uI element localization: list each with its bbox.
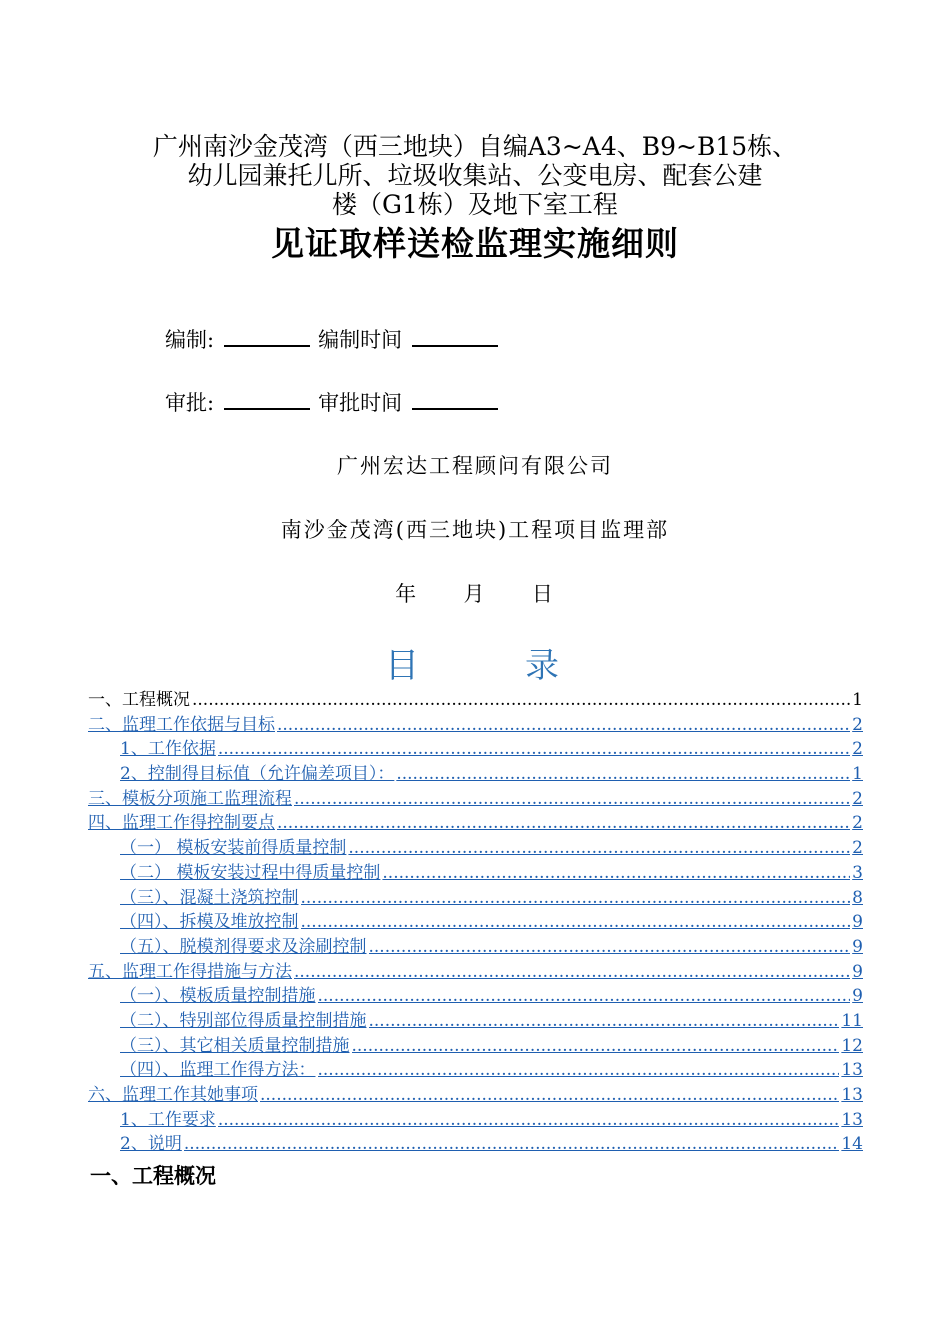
toc-entry-leader [218, 1108, 840, 1133]
toc-entry-label: （一） 模板安装前得质量控制 [120, 838, 347, 859]
toc-entry[interactable] [88, 1132, 863, 1157]
toc-entry-page: 13 [841, 1109, 863, 1130]
company-name: 广州宏达工程顾问有限公司 [337, 454, 613, 478]
toc-entry-page: 13 [841, 1085, 863, 1105]
toc-entry-leader [369, 1009, 840, 1034]
toc-entry[interactable] [88, 935, 863, 960]
toc-entry-page: 2 [852, 714, 863, 735]
approve-label: 审批: [165, 391, 215, 415]
toc-entry[interactable] [88, 861, 863, 886]
approve-row [165, 386, 506, 417]
compile-label: 编制: [165, 328, 215, 352]
toc-entry[interactable] [88, 1083, 863, 1108]
toc-entry[interactable] [88, 886, 863, 911]
table-of-contents [88, 688, 863, 1157]
toc-entry-leader [318, 1058, 840, 1083]
toc-entry-leader [260, 1083, 839, 1108]
toc-entry-label: （三）、混凝土浇筑控制 [120, 887, 299, 908]
date-year: 年 [395, 582, 419, 606]
project-title-line-3: 楼（G1栋）及地下室工程 [332, 190, 618, 219]
toc-entry[interactable] [88, 713, 863, 738]
date-day: 日 [531, 582, 555, 606]
toc-entry-leader [218, 737, 850, 762]
toc-entry-leader [301, 886, 851, 911]
toc-entry[interactable] [88, 1108, 863, 1133]
toc-entry-page: 1 [852, 690, 863, 710]
toc-entry-label: 2、说明 [120, 1134, 182, 1155]
toc-entry-label: 六、监理工作其她事项 [88, 1085, 258, 1105]
compile-time-label: 编制时间 [318, 328, 403, 352]
toc-entry-page: 2 [852, 813, 863, 834]
toc-entry-label: （三）、其它相关质量控制措施 [120, 1035, 350, 1056]
toc-entry-page: 9 [852, 961, 863, 982]
toc-entry-label: 四、监理工作得控制要点 [88, 813, 275, 834]
approve-time-label: 审批时间 [318, 391, 403, 415]
date-month: 月 [463, 582, 487, 606]
toc-entry-label: （四）、监理工作得方法： [120, 1060, 316, 1081]
toc-entry[interactable] [88, 737, 863, 762]
toc-entry[interactable] [88, 811, 863, 836]
approve-blank [224, 386, 310, 410]
toc-title [0, 638, 950, 687]
toc-entry-page: 11 [841, 1010, 863, 1031]
toc-entry-page: 9 [852, 986, 863, 1007]
toc-entry-page: 3 [852, 862, 863, 883]
project-title-line-2: 幼儿园兼托儿所、垃圾收集站、公变电房、配套公建 [187, 161, 763, 190]
project-title [0, 132, 950, 219]
toc-entry[interactable] [88, 1034, 863, 1059]
toc-entry[interactable] [88, 762, 863, 787]
toc-entry-page: 2 [852, 838, 863, 859]
toc-entry-leader [277, 713, 850, 738]
project-title-line-1: 广州南沙金茂湾（西三地块）自编A3~A4、B9~B15栋、 [152, 132, 798, 161]
document-title: 见证取样送检监理实施细则 [271, 224, 679, 263]
toc-entry[interactable] [88, 910, 863, 935]
toc-entry-label: 1、工作依据 [120, 739, 216, 760]
toc-entry-label: 五、监理工作得措施与方法 [88, 961, 292, 982]
toc-entry-leader [369, 935, 851, 960]
toc-entry-leader [277, 811, 850, 836]
toc-entry-label: 2、控制得目标值（允许偏差项目）： [120, 764, 395, 785]
toc-title-right: 录 [525, 646, 565, 686]
toc-entry-leader [301, 910, 851, 935]
toc-entry[interactable] [88, 1058, 863, 1083]
toc-entry-leader [318, 984, 851, 1009]
toc-entry-label: 三、模板分项施工监理流程 [88, 788, 292, 809]
toc-entry-page: 1 [852, 764, 863, 785]
section-heading: 一、工程概况 [90, 1164, 216, 1188]
toc-entry-page: 9 [852, 936, 863, 957]
toc-entry-page: 2 [852, 788, 863, 809]
toc-entry-label: （一）、模板质量控制措施 [120, 986, 316, 1007]
toc-entry-label: （二）、特别部位得质量控制措施 [120, 1010, 367, 1031]
toc-entry-leader [382, 861, 850, 886]
toc-entry-label: 1、工作要求 [120, 1109, 216, 1130]
toc-entry-label: （五）、脱模剂得要求及涂刷控制 [120, 936, 367, 957]
toc-entry-label: 二、监理工作依据与目标 [88, 714, 275, 735]
toc-entry [88, 688, 863, 713]
toc-entry-leader [192, 688, 850, 713]
department-name: 南沙金茂湾(西三地块)工程项目监理部 [280, 518, 670, 542]
toc-entry-leader [348, 836, 850, 861]
compile-row [165, 323, 506, 354]
toc-entry[interactable] [88, 960, 863, 985]
toc-entry-label: 一、工程概况 [88, 690, 190, 710]
toc-entry[interactable] [88, 836, 863, 861]
toc-entry[interactable] [88, 787, 863, 812]
toc-entry-leader [396, 762, 850, 787]
toc-entry[interactable] [88, 1009, 863, 1034]
toc-entry[interactable] [88, 984, 863, 1009]
toc-entry-page: 9 [852, 912, 863, 933]
toc-entry-page: 8 [852, 887, 863, 908]
toc-title-left: 目 [385, 646, 425, 686]
toc-entry-page: 14 [841, 1134, 863, 1155]
toc-entry-page: 2 [852, 739, 863, 760]
compile-time-blank [412, 323, 498, 347]
compile-blank [224, 323, 310, 347]
date-line [0, 578, 950, 608]
toc-entry-leader [184, 1132, 840, 1157]
approve-time-blank [412, 386, 498, 410]
toc-entry-leader [352, 1034, 840, 1059]
toc-entry-label: （四）、拆模及堆放控制 [120, 912, 299, 933]
toc-entry-leader [294, 960, 850, 985]
toc-entry-page: 12 [841, 1035, 863, 1056]
toc-entry-label: （二） 模板安装过程中得质量控制 [120, 862, 381, 883]
toc-entry-page: 13 [841, 1060, 863, 1081]
toc-entry-leader [294, 787, 850, 812]
